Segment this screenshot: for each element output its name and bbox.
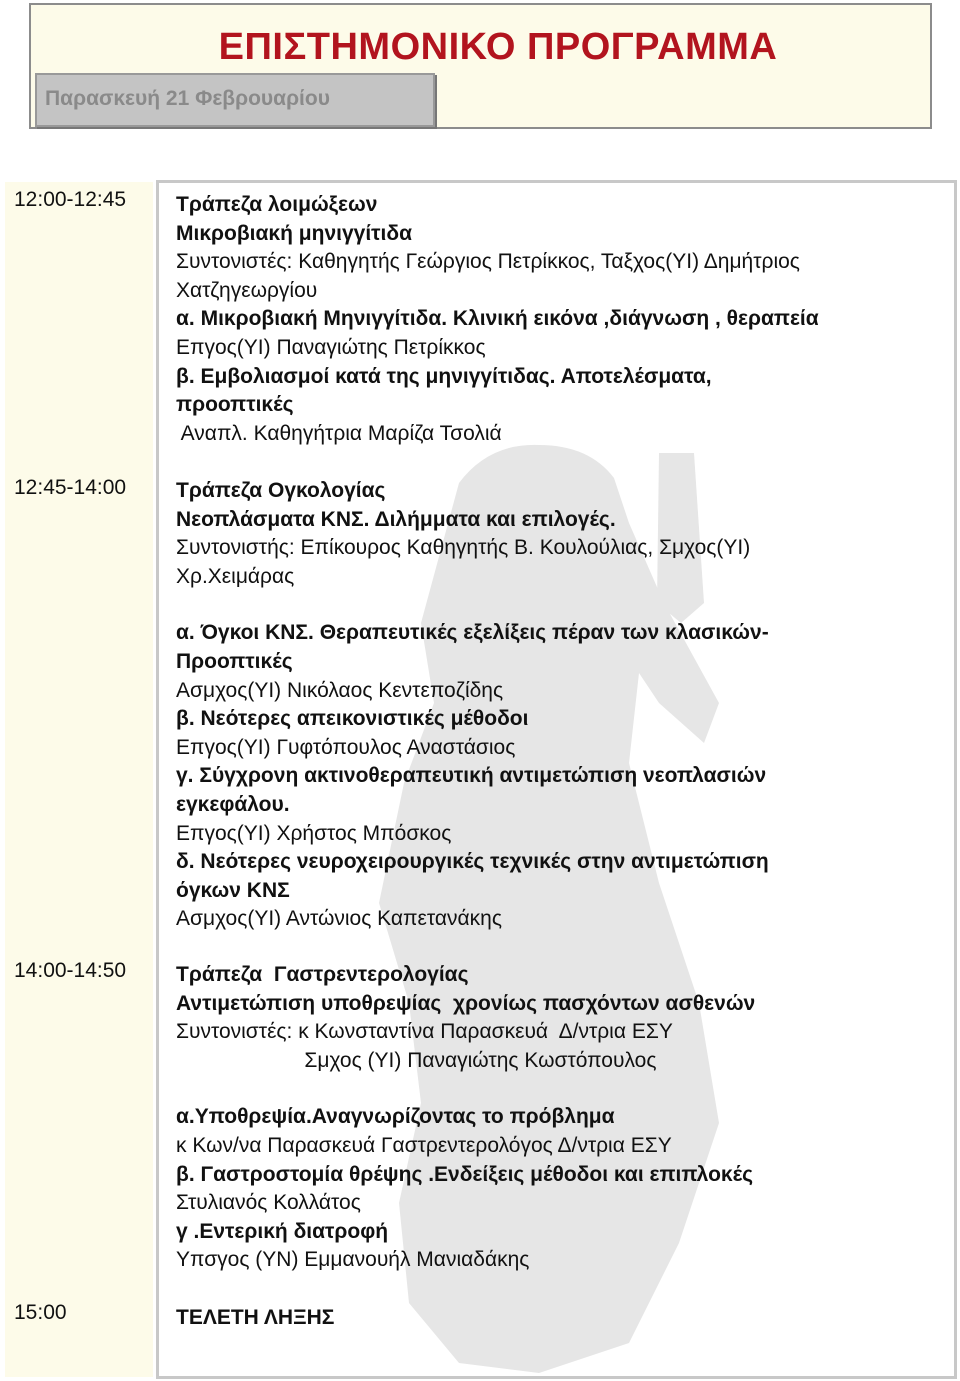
page-title: ΕΠΙΣΤΗΜΟΝΙΚΟ ΠΡΟΓΡΑΜΜΑ <box>218 26 778 68</box>
session-time-4: 15:00 <box>14 1301 67 1324</box>
speaker-name: Υπσγος (ΥΝ) Εμμανουήλ Μανιαδάκης <box>176 1248 530 1272</box>
talk-title: δ. Νεότερες νευροχειρουργικές τεχνικές στην αντιμετώπιση <box>176 850 769 874</box>
speaker-name: Ασμχος(ΥΙ) Νικόλαος Κεντεποζίδης <box>176 678 504 702</box>
session-title: Τράπεζα λοιμώξεων <box>176 193 378 216</box>
coordinators-line: Χρ.Χειμάρας <box>176 564 295 588</box>
coordinators-line: Συντονιστές: κ Κωνσταντίνα Παρασκευά Δ/ντρια ΕΣΥ <box>176 1020 673 1044</box>
speaker-name: Αναπλ. Καθηγήτρια Μαρίζα Τσολιά <box>176 421 502 445</box>
session-oncology <box>176 477 946 934</box>
date-banner <box>35 73 435 127</box>
talk-title: γ. Σύγχρονη ακτινοθεραπευτική αντιμετώπιση νεοπλασιών <box>176 764 767 788</box>
talk-title: γ .Εντερική διατροφή <box>176 1219 389 1243</box>
session-subtitle: Μικροβιακή μηνιγγίτιδα <box>176 221 413 245</box>
talk-title: όγκων ΚΝΣ <box>176 878 290 902</box>
session-subtitle: Αντιμετώπιση υποθρεψίας χρονίως πασχόντων ασθενών <box>176 991 756 1015</box>
talk-title: α.Υποθρεψία.Αναγνωρίζοντας το πρόβλημα <box>176 1105 615 1129</box>
talk-title: Προοπτικές <box>176 649 293 673</box>
coordinators-line: Χατζηγεωργίου <box>176 278 318 302</box>
speaker-name: Επγος(ΥΙ) Γυφτόπουλος Αναστάσιος <box>176 735 516 759</box>
talk-title: α. Όγκοι ΚΝΣ. Θεραπευτικές εξελίξεις πέραν των κλασικών- <box>176 621 769 645</box>
spacer <box>176 591 946 619</box>
session-title: Τράπεζα Ογκολογίας <box>176 479 386 502</box>
talk-title: β. Εμβολιασμοί κατά της μηνιγγίτιδας. Αποτελέσματα, <box>176 364 712 388</box>
date-label: Παρασκευή 21 Φεβρουαρίου <box>45 87 330 110</box>
closing-ceremony-label: ΤΕΛΕΤΗ ΛΗΞΗΣ <box>176 1306 335 1329</box>
session-infections <box>176 191 946 448</box>
speaker-name: Στυλιανός Κολλάτος <box>176 1191 361 1215</box>
talk-title: β. Νεότερες απεικονιστικές μέθοδοι <box>176 707 529 731</box>
coordinators-line: Σμχος (ΥΙ) Παναγιώτης Κωστόπουλος <box>176 1048 657 1072</box>
coordinators-line: Συντονιστές: Καθηγητής Γεώργιος Πετρίκκος, Ταξχος(ΥΙ) Δημήτριος <box>176 250 800 274</box>
session-gastroenterology <box>176 961 946 1275</box>
talk-title: εγκεφάλου. <box>176 792 290 816</box>
talk-title: α. Μικροβιακή Μηνιγγίτιδα. Κλινική εικόνα ,διάγνωση , θεραπεία <box>176 307 819 331</box>
session-closing <box>176 1304 946 1333</box>
session-time-2: 12:45-14:00 <box>14 476 127 499</box>
talk-title: β. Γαστροστομία θρέψης .Ενδείξεις μέθοδοι και επιπλοκές <box>176 1162 754 1186</box>
session-time-1: 12:00-12:45 <box>14 188 127 211</box>
time-column <box>5 182 153 1377</box>
coordinators-line: Συντονιστής: Επίκουρος Καθηγητής Β. Κουλούλιας, Σμχος(ΥΙ) <box>176 536 751 560</box>
speaker-name: κ Κων/να Παρασκευά Γαστρεντερολόγος Δ/ντρια ΕΣΥ <box>176 1133 672 1157</box>
speaker-name: Επγος(ΥΙ) Χρήστος Μπόσκος <box>176 821 452 845</box>
session-subtitle: Νεοπλάσματα ΚΝΣ. Διλήμματα και επιλογές. <box>176 507 616 531</box>
talk-title: προοπτικές <box>176 393 294 417</box>
session-title: Τράπεζα Γαστρεντερολογίας <box>176 963 469 986</box>
session-time-3: 14:00-14:50 <box>14 959 127 982</box>
spacer <box>176 1075 946 1103</box>
speaker-name: Ασμχος(ΥΙ) Αντώνιος Καπετανάκης <box>176 907 502 931</box>
speaker-name: Επγος(ΥΙ) Παναγιώτης Πετρίκκος <box>176 335 486 359</box>
